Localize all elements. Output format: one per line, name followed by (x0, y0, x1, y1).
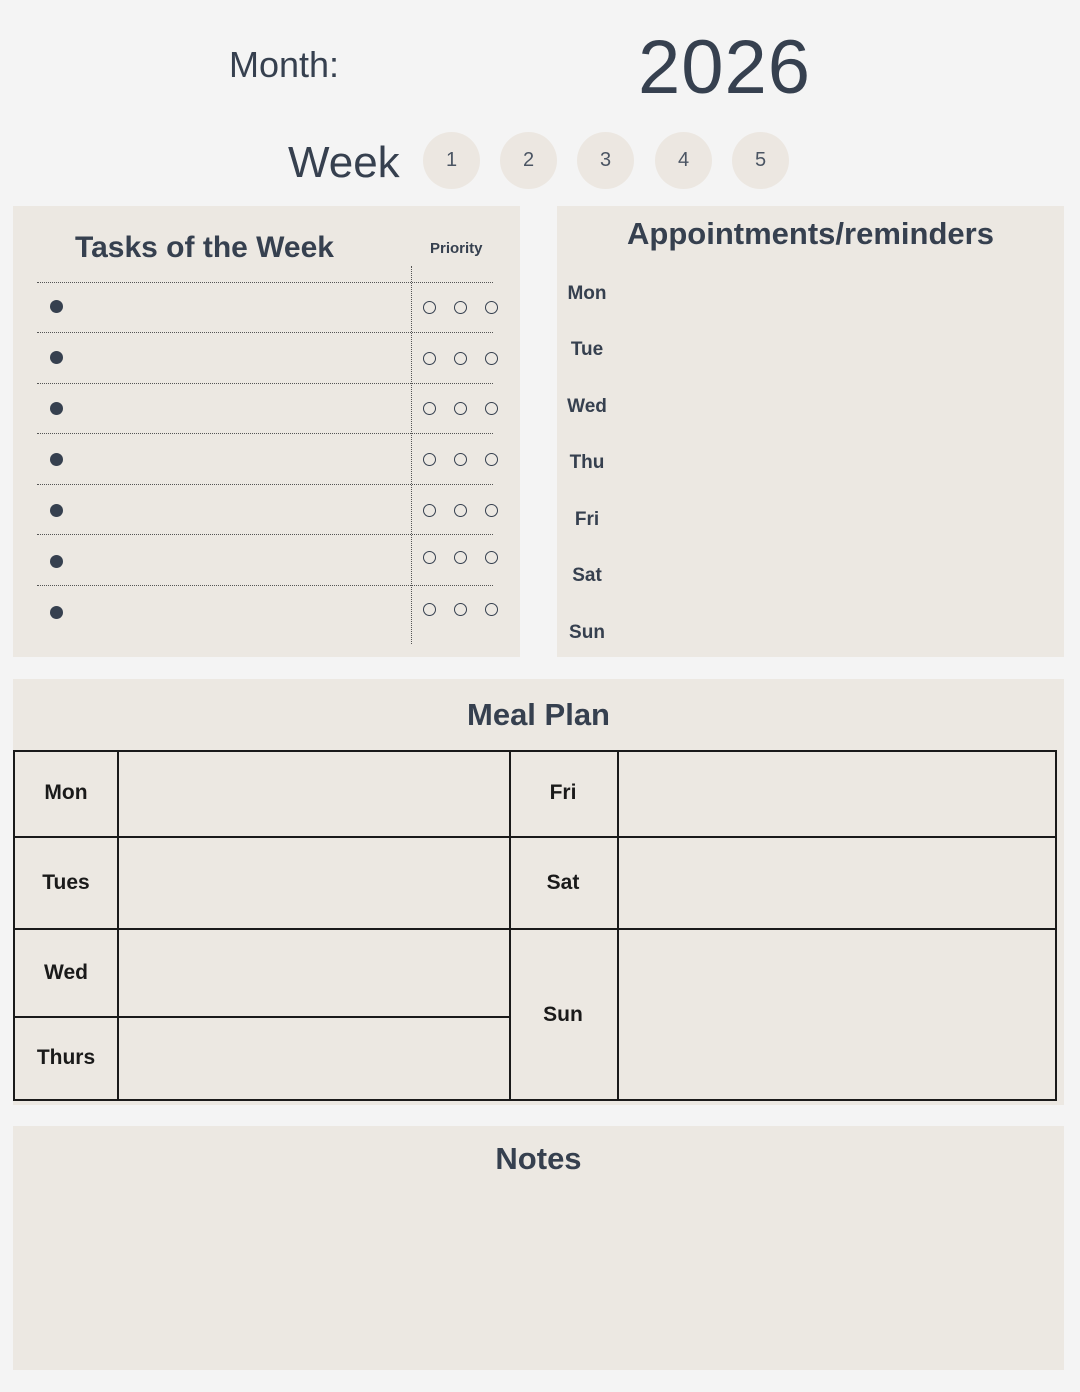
priority-circle[interactable] (485, 603, 498, 616)
priority-circle[interactable] (454, 551, 467, 564)
meal-cell-tues[interactable] (119, 838, 509, 928)
notes-title: Notes (495, 1141, 582, 1176)
priority-circle[interactable] (485, 402, 498, 415)
priority-circle[interactable] (454, 504, 467, 517)
appointment-day-tue: Tue (570, 339, 604, 360)
task-bullet (50, 555, 63, 568)
priority-circle[interactable] (485, 551, 498, 564)
task-line (37, 282, 493, 283)
task-line (37, 433, 493, 434)
meal-cell-fri[interactable] (619, 752, 1055, 836)
task-line (37, 383, 493, 384)
appointment-day-fri: Fri (574, 509, 600, 530)
meal-day-fri: Fri (549, 781, 577, 804)
appointment-day-wed: Wed (567, 396, 607, 417)
task-line (37, 534, 493, 535)
week-pill-1[interactable]: 1 (423, 132, 480, 189)
meal-plan-table (13, 750, 1057, 1101)
priority-circle[interactable] (454, 603, 467, 616)
tasks-title: Tasks of the Week (75, 231, 334, 264)
priority-divider (411, 266, 412, 644)
appointment-day-mon: Mon (567, 283, 607, 304)
task-bullet (50, 606, 63, 619)
meal-cell-thurs[interactable] (119, 1018, 509, 1099)
meal-cell-wed[interactable] (119, 930, 509, 1016)
priority-circle[interactable] (423, 453, 436, 466)
priority-circle[interactable] (485, 504, 498, 517)
priority-circle[interactable] (485, 352, 498, 365)
appointment-day-thu: Thu (569, 452, 605, 473)
task-bullet (50, 351, 63, 364)
priority-circle[interactable] (454, 453, 467, 466)
priority-circle[interactable] (454, 301, 467, 314)
priority-circle[interactable] (485, 301, 498, 314)
week-pill-5[interactable]: 5 (732, 132, 789, 189)
priority-circle[interactable] (423, 402, 436, 415)
priority-circle[interactable] (423, 551, 436, 564)
week-pill-2[interactable]: 2 (500, 132, 557, 189)
appointments-title: Appointments/reminders (627, 216, 994, 251)
meal-day-tues: Tues (42, 871, 90, 894)
week-label: Week (288, 138, 400, 187)
task-bullet (50, 504, 63, 517)
year-title: 2026 (638, 25, 812, 110)
meal-cell-mon[interactable] (119, 752, 509, 836)
task-bullet (50, 453, 63, 466)
priority-circle[interactable] (454, 352, 467, 365)
week-pill-4[interactable]: 4 (655, 132, 712, 189)
appointments-panel (557, 206, 1064, 657)
task-line (37, 585, 493, 586)
priority-circle[interactable] (423, 352, 436, 365)
priority-circle[interactable] (423, 603, 436, 616)
priority-circle[interactable] (423, 301, 436, 314)
meal-day-sun: Sun (543, 1003, 583, 1026)
meal-cell-sun[interactable] (619, 930, 1055, 1099)
tasks-panel (13, 206, 520, 657)
week-pill-3[interactable]: 3 (577, 132, 634, 189)
meal-day-thurs: Thurs (36, 1046, 96, 1069)
priority-circle[interactable] (485, 453, 498, 466)
task-bullet (50, 402, 63, 415)
meal-plan-title: Meal Plan (467, 697, 610, 732)
meal-cell-sat[interactable] (619, 838, 1055, 928)
notes-panel[interactable] (13, 1126, 1064, 1370)
appointment-day-sun: Sun (569, 622, 605, 643)
appointment-day-sat: Sat (572, 565, 602, 586)
task-line (37, 332, 493, 333)
priority-circle[interactable] (423, 504, 436, 517)
priority-label: Priority (430, 240, 483, 257)
meal-day-sat: Sat (546, 871, 580, 894)
priority-circle[interactable] (454, 402, 467, 415)
task-bullet (50, 300, 63, 313)
month-label: Month: (229, 44, 340, 85)
task-line (37, 484, 493, 485)
meal-day-wed: Wed (44, 961, 88, 984)
meal-day-mon: Mon (44, 781, 88, 804)
